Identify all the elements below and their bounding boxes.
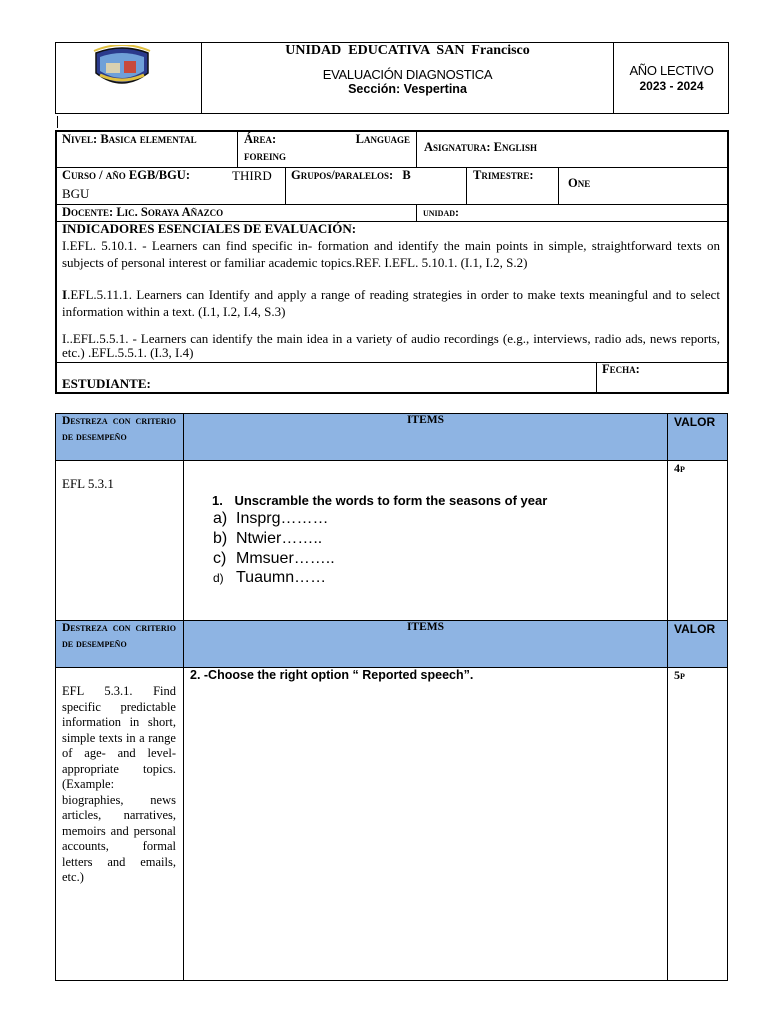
answer-option-c — [213, 550, 335, 568]
header-divider-right — [613, 42, 614, 114]
estudiante-label: ESTUDIANTE: — [62, 376, 151, 391]
trimestre-label: Trimestre: — [473, 168, 534, 182]
nivel-value: Basica elemental — [100, 132, 197, 146]
grupos-label: Grupos/paralelos: — [291, 168, 394, 182]
option-d-letter: d) — [213, 571, 224, 585]
indicadores-title: INDICADORES ESENCIALES DE EVALUACIÓN: — [62, 221, 357, 236]
grupos-value: B — [402, 168, 411, 182]
docente-label: Docente: — [62, 205, 114, 219]
option-d-text: Tuaumn…… — [236, 569, 327, 586]
area-value-line2: foreing — [244, 149, 287, 163]
info-col-line-1 — [237, 131, 238, 167]
section-label: Sección: Vespertina — [348, 82, 467, 96]
asignatura-value: English — [493, 140, 538, 154]
answer-option-b — [213, 530, 322, 548]
school-crest-icon — [92, 45, 152, 91]
fecha-label: Fecha: — [602, 362, 640, 376]
table2-col-valor: VALOR — [674, 622, 716, 636]
info-col-line-7 — [596, 362, 597, 393]
docente-value: Lic. Soraya Añazco — [116, 205, 224, 219]
info-col-line-3 — [285, 167, 286, 204]
grupos-field — [291, 168, 411, 183]
option-b-letter: b) — [213, 530, 228, 547]
option-c-text: Mmsuer…….. — [236, 550, 335, 567]
question-1 — [212, 493, 547, 508]
table2-col-items: ITEMS — [406, 621, 445, 633]
school-year-label: AÑO LECTIVO — [629, 63, 714, 78]
table2-valor-value: 5p — [674, 668, 685, 682]
indicator-3: I..EFL.5.5.1. - Learners can identify the main idea in a variety of audio recordings (e.g., interviews, radio ads, news reports, etc.) .EFL.5.5.1. (I.3, I.4) — [62, 331, 720, 360]
table1-header-line — [56, 460, 727, 461]
area-label: Área: — [244, 132, 277, 146]
table2-skill: EFL 5.3.1. Find specific predictable information in short, simple texts in a range of age- and level- appropriate topics. (Example: biographies, news articles, narratives, memoirs and personal accounts, formal letters and emails, etc.) — [62, 684, 176, 884]
table2-col-line-1 — [183, 621, 184, 980]
table1-valor-value: 4p — [674, 461, 685, 475]
indicator-1: I.EFL. 5.10.1. - Learners can find specific in- formation and identify the main points in simple, straightforward texts on subjects of personal interest or familiar academic topics.REF. I.EFL. 5.10.1. (I.1, I.2, S.2) — [62, 238, 720, 270]
indicator-2 — [62, 286, 720, 320]
indicator-2-text: .EFL.5.11.1. Learners can Identify and apply a range of reading strategies in order to make texts meaningful and to select information within a text. (I.1, I.2, I.4, S.3) — [62, 287, 720, 319]
curso-value: THIRD — [232, 168, 272, 183]
table1-col-items: ITEMS — [406, 414, 445, 426]
trimestre-value: One — [568, 176, 591, 190]
nivel-label: Nivel: — [62, 132, 98, 146]
info-col-line-6 — [416, 204, 417, 221]
answer-option-a — [213, 510, 328, 528]
answer-option-d — [213, 569, 326, 587]
table1-col-line-1 — [183, 414, 184, 620]
table1-col-destreza: Destreza con criterio de desempeño — [62, 415, 176, 443]
table1-col-line-2 — [667, 414, 668, 620]
docente-field — [62, 205, 223, 220]
option-c-letter: c) — [213, 550, 227, 567]
nivel-field — [62, 132, 197, 147]
option-b-text: Ntwier…….. — [236, 530, 323, 547]
text-cursor — [57, 116, 58, 128]
table2-col-destreza: Destreza con criterio de desempeño — [62, 622, 176, 650]
curso-value-line2: BGU — [62, 186, 90, 201]
question-1-number: 1. — [212, 493, 223, 508]
table2-col-line-2 — [667, 621, 668, 980]
info-col-line-4 — [466, 167, 467, 204]
evaluation-title: EVALUACIÓN DIAGNOSTICA — [322, 67, 493, 82]
asignatura-field — [424, 140, 537, 155]
asignatura-label: Asignatura: — [424, 140, 491, 154]
indicator-2-prefix: I — [62, 287, 68, 302]
question-1-text: Unscramble the words to form the seasons of year — [234, 493, 548, 508]
info-col-line-2 — [416, 131, 417, 167]
option-a-letter: a) — [213, 510, 228, 527]
question-2: 2. -Choose the right option “ Reported speech”. — [190, 668, 474, 682]
table1-skill: EFL 5.3.1 — [62, 476, 114, 491]
info-col-line-5 — [558, 167, 559, 204]
option-a-text: Insprg……… — [236, 510, 329, 527]
school-name: UNIDAD EDUCATIVA SAN Francisco — [285, 43, 530, 58]
school-year-value: 2023 - 2024 — [639, 79, 704, 93]
unidad-label: unidad: — [423, 205, 459, 219]
curso-label: Curso / año EGB/BGU: — [62, 168, 190, 182]
table1-col-valor: VALOR — [674, 415, 716, 429]
area-value: Language — [355, 132, 410, 146]
